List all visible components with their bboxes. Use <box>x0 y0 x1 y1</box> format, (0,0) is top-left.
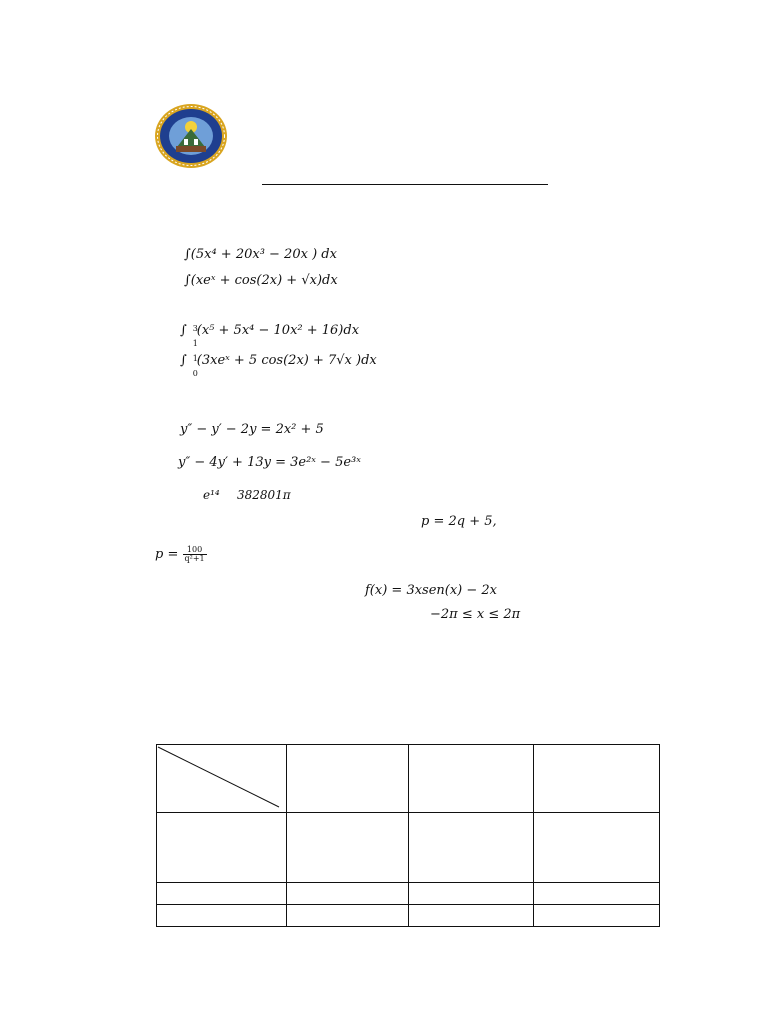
upper-limit: 3 <box>192 324 198 333</box>
table-cell <box>534 745 660 813</box>
diff-eq-2: y″ − 4y′ + 13y = 3e²ˣ − 5e³ˣ <box>178 455 361 470</box>
university-logo <box>154 103 228 169</box>
table-row <box>157 745 660 813</box>
demand-numerator: 100 <box>183 546 207 555</box>
domain-interval: −2π ≤ x ≤ 2π <box>430 607 521 622</box>
table-row <box>157 905 660 927</box>
university-seal-icon <box>154 103 228 169</box>
table-cell <box>287 905 409 927</box>
table-corner-cell <box>157 745 287 813</box>
function-definition: f(x) = 3xsen(x) − 2x <box>365 583 498 598</box>
table-cell <box>409 883 534 905</box>
table-cell <box>157 813 287 883</box>
demand-denominator: q²+1 <box>184 554 205 563</box>
definite-integral-2: ∫ 1 0 (3xeˣ + 5 cos(2x) + 7√x )dx <box>180 353 377 378</box>
pi-value: 382801π <box>237 488 291 502</box>
e-power: e¹⁴ <box>203 488 220 502</box>
table-cell <box>534 813 660 883</box>
integrand: (x⁵ + 5x⁴ − 10x² + 16)dx <box>196 323 360 338</box>
diagonal-line <box>157 745 286 812</box>
table-cell <box>287 745 409 813</box>
data-table <box>156 744 660 927</box>
integrand: (3xeˣ + 5 cos(2x) + 7√x )dx <box>196 353 377 368</box>
definite-integral-1: ∫ 3 1 (x⁵ + 5x⁴ − 10x² + 16)dx <box>180 323 360 348</box>
table-cell <box>287 813 409 883</box>
upper-limit: 1 <box>192 354 198 363</box>
demand-lhs: p = <box>155 547 179 562</box>
table-cell <box>409 905 534 927</box>
integral-2: ∫(xeˣ + cos(2x) + √x)dx <box>184 273 338 288</box>
table-cell <box>157 883 287 905</box>
table-cell <box>409 745 534 813</box>
table-row <box>157 813 660 883</box>
table-cell <box>534 883 660 905</box>
title-underline <box>262 184 548 185</box>
table-cell <box>409 813 534 883</box>
supply-equation: p = 2q + 5, <box>421 514 497 529</box>
demand-equation <box>155 546 207 563</box>
table-cell <box>157 905 287 927</box>
table-cell <box>534 905 660 927</box>
table-cell <box>287 883 409 905</box>
lower-limit: 0 <box>192 369 198 378</box>
integral-1: ∫(5x⁴ + 20x³ − 20x ) dx <box>184 247 337 262</box>
table-row <box>157 883 660 905</box>
diff-eq-1: y″ − y′ − 2y = 2x² + 5 <box>180 422 324 437</box>
lower-limit: 1 <box>192 339 198 348</box>
